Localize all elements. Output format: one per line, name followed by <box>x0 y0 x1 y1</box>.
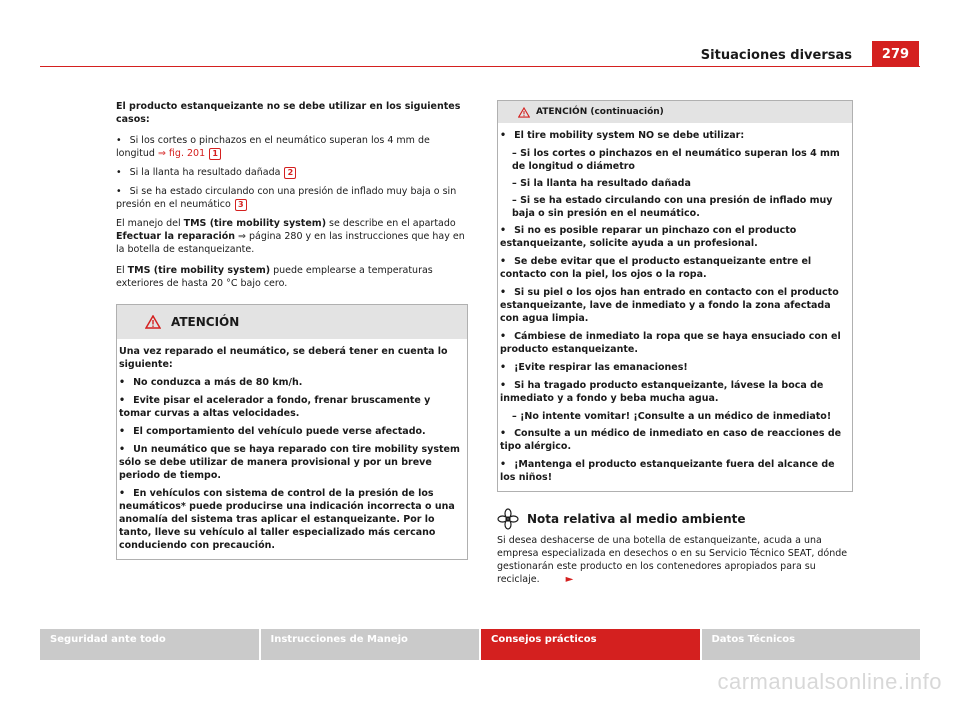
list-item: • Cámbiese de inmediato la ropa que se haya ensuciado con el producto estanqueizante. <box>500 331 841 355</box>
environment-note-title: Nota relativa al medio ambiente <box>527 511 746 526</box>
list-item: • Si su piel o los ojos han entrado en contacto con el producto estanqueizante, lave de inmediato y a fondo la zona afectada con agua limpia. <box>500 287 839 324</box>
warning-header <box>498 101 852 123</box>
left-column <box>116 100 468 560</box>
environment-flower-icon <box>497 508 519 530</box>
footer-tab-consejos[interactable]: Consejos prácticos <box>481 629 700 660</box>
dash-item: – ¡No intente vomitar! ¡Consulte a un médico de inmediato! <box>512 411 832 422</box>
list-item: • ¡Evite respirar las emanaciones! <box>500 362 688 373</box>
list-item: • El comportamiento del vehículo puede verse afectado. <box>119 426 426 437</box>
warning-title: ATENCIÓN <box>171 314 240 329</box>
warning-triangle-icon <box>518 107 530 118</box>
callout-number: 2 <box>284 167 296 179</box>
environment-note-text: Si desea deshacerse de una botella de estanqueizante, acuda a una empresa especializada en desechos o en su Servicio Técnico SEAT, dónde gestionarán este producto en los contenedores apropiados para su reciclaje. ► <box>497 535 848 585</box>
list-item: • ¡Mantenga el producto estanqueizante fuera del alcance de los niños! <box>500 459 835 483</box>
callout-number: 3 <box>235 199 247 211</box>
warning-title: ATENCIÓN (continuación) <box>536 106 664 117</box>
warning-intro: Una vez reparado el neumático, se deberá tener en cuenta lo siguiente: <box>119 346 448 370</box>
page-number: 279 <box>872 41 919 67</box>
list-item: • Se debe evitar que el producto estanqueizante entre el contacto con la piel, los ojos o la ropa. <box>500 256 812 280</box>
dash-item: – Si la llanta ha resultado dañada <box>512 178 691 189</box>
next-page-arrow-icon[interactable]: ► <box>565 574 574 585</box>
callout-number: 1 <box>209 148 221 160</box>
temperature-paragraph: El TMS (tire mobility system) puede emplearse a temperaturas exteriores de hasta 20 °C bajo cero. <box>116 265 433 289</box>
list-item: • Evite pisar el acelerador a fondo, frenar bruscamente y tomar curvas a altas velocidades. <box>119 395 431 419</box>
dash-item: – Si los cortes o pinchazos en el neumático superan los 4 mm de longitud o diámetro <box>512 148 840 172</box>
watermark: carmanualsonline.info <box>717 669 942 694</box>
warning-box-continued <box>497 100 853 492</box>
footer-tab-seguridad[interactable]: Seguridad ante todo <box>40 629 259 660</box>
list-item: • Si se ha estado circulando con una presión de inflado muy baja o sin presión en el neumático 3 <box>116 186 457 210</box>
environment-note-header <box>497 508 853 530</box>
intro-text: El producto estanqueizante no se debe utilizar en los siguientes casos: <box>116 101 461 125</box>
list-item: • En vehículos con sistema de control de la presión de los neumáticos* puede producirse una indicación incorrecta o una anomalía del sistema tras aplicar el estanqueizante. Por lo tanto, lleve su vehículo al taller especializado más cercano conduciendo con precaución. <box>119 488 455 551</box>
header-rule <box>40 66 920 67</box>
tms-paragraph: El manejo del TMS (tire mobility system) se describe en el apartado Efectuar la reparación ⇒ página 280 y en las instrucciones que hay en la botella de estanqueizante. <box>116 218 465 255</box>
right-column <box>497 100 853 594</box>
list-item: • No conduzca a más de 80 km/h. <box>119 377 303 388</box>
list-item: • Si no es posible reparar un pinchazo con el producto estanqueizante, solicite ayuda a un profesional. <box>500 225 797 249</box>
footer-nav <box>40 629 920 660</box>
figure-link[interactable]: ⇒ fig. 201 <box>157 148 206 159</box>
footer-tab-datos[interactable]: Datos Técnicos <box>702 629 921 660</box>
list-item: • Un neumático que se haya reparado con tire mobility system sólo se debe utilizar de manera provisional y por un breve periodo de tiempo. <box>119 444 460 481</box>
footer-tab-instrucciones[interactable]: Instrucciones de Manejo <box>261 629 480 660</box>
warning-triangle-icon <box>145 315 161 329</box>
list-item: • Si ha tragado producto estanqueizante, lávese la boca de inmediato y a fondo y beba mucha agua. <box>500 380 824 404</box>
header-title: Situaciones diversas <box>700 48 852 63</box>
list-item: • Si la llanta ha resultado dañada 2 <box>116 166 468 179</box>
list-item: • Si los cortes o pinchazos en el neumático superan los 4 mm de longitud ⇒ fig. 201 1 <box>116 135 430 159</box>
list-item: • El tire mobility system NO se debe utilizar: <box>500 130 745 141</box>
list-item: • Consulte a un médico de inmediato en caso de reacciones de tipo alérgico. <box>500 428 842 452</box>
warning-header <box>117 305 467 339</box>
warning-box <box>116 304 468 560</box>
dash-item: – Si se ha estado circulando con una presión de inflado muy baja o sin presión en el neumático. <box>512 195 833 219</box>
